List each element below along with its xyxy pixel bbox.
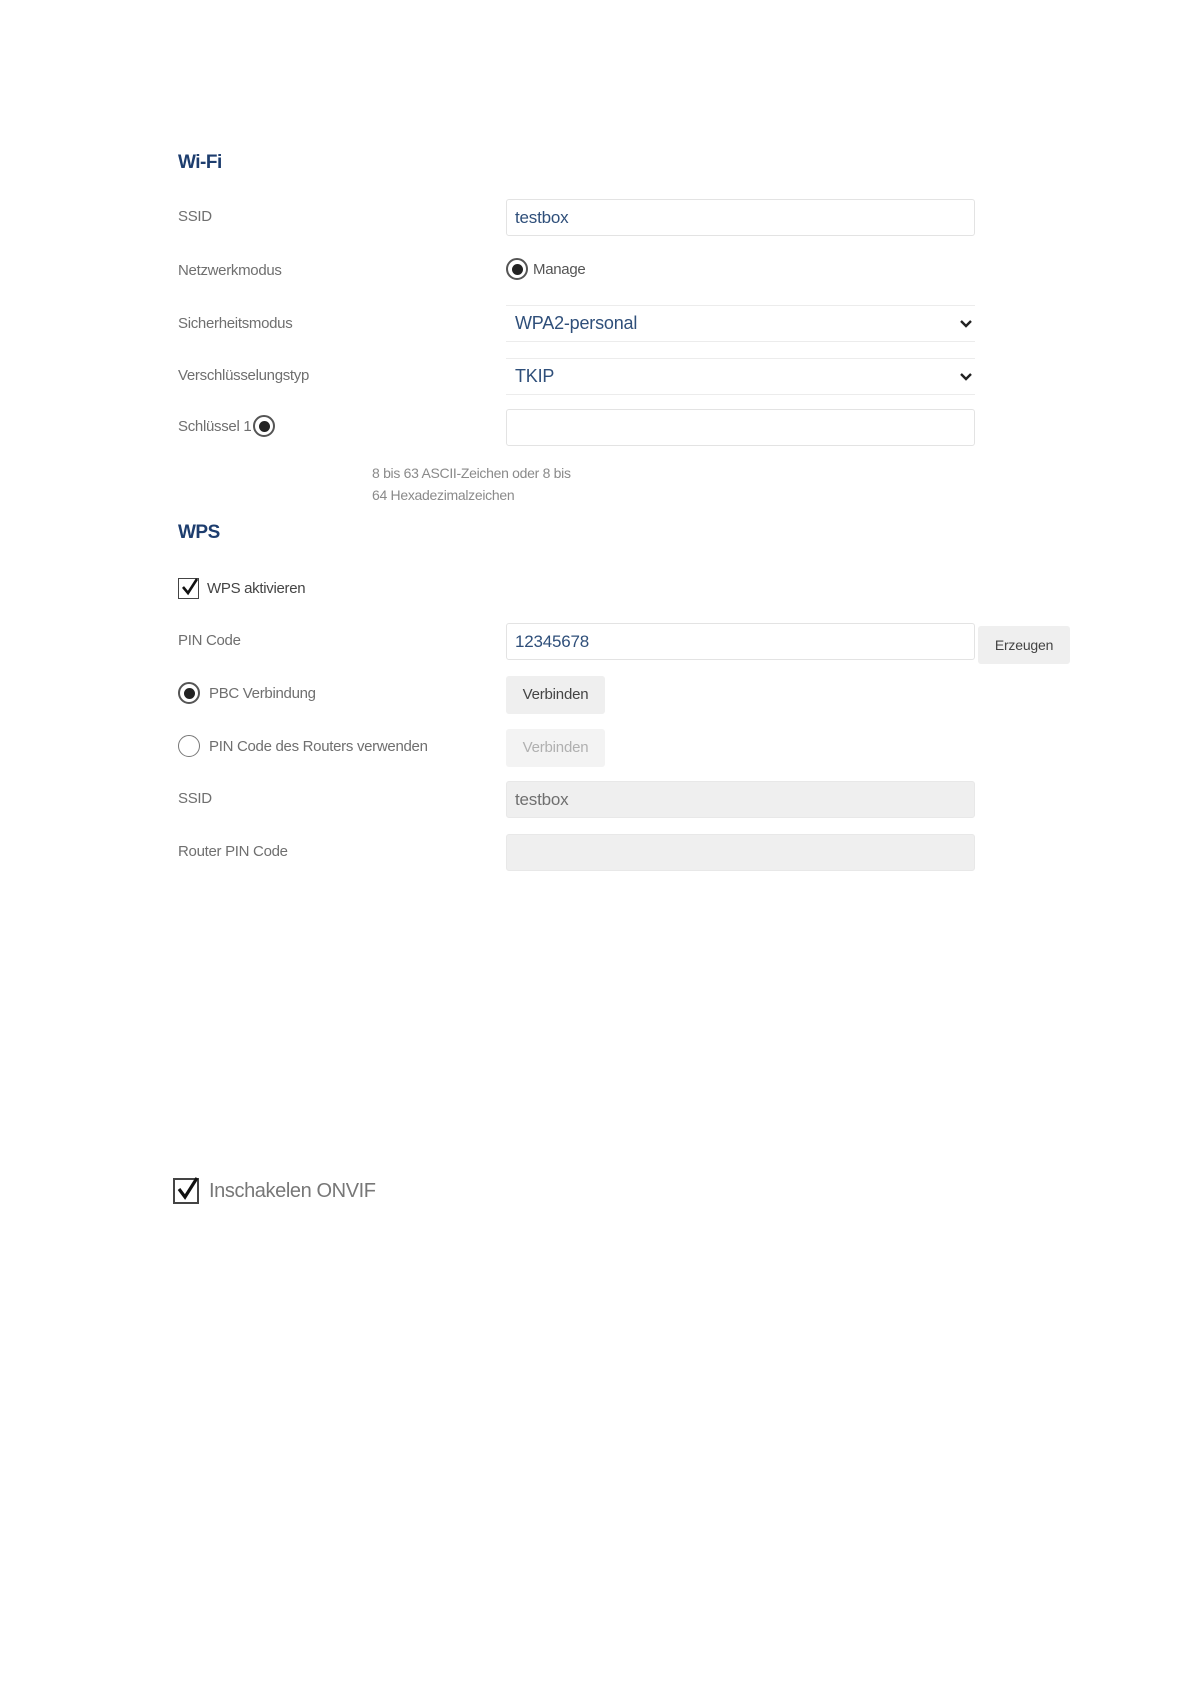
encryption-type-label: Verschlüsselungstyp: [178, 367, 310, 384]
router-pin-connect-button[interactable]: Verbinden: [506, 729, 605, 767]
chevron-down-icon: [959, 370, 973, 384]
radio-dot-icon[interactable]: [253, 415, 275, 437]
security-mode-select[interactable]: [506, 305, 975, 342]
radio-empty-icon: [178, 735, 200, 757]
wifi-ssid-label: SSID: [178, 208, 212, 225]
wps-section-title: WPS: [178, 522, 220, 543]
checkmark-icon: [178, 578, 199, 599]
wifi-section-title: Wi-Fi: [178, 152, 222, 173]
router-pin-code-label: Router PIN Code: [178, 843, 288, 860]
wps-enable-label: WPS aktivieren: [207, 580, 306, 597]
chevron-down-icon: [959, 317, 973, 331]
encryption-type-select[interactable]: [506, 358, 975, 395]
onvif-enable-checkbox[interactable]: [173, 1178, 376, 1204]
key-1-label: Schlüssel 1: [178, 417, 252, 435]
network-mode-label: Netzwerkmodus: [178, 262, 282, 279]
key-hint: [372, 462, 571, 506]
encryption-type-value: TKIP: [515, 366, 555, 386]
wps-pin-code-input[interactable]: 12345678: [506, 623, 975, 660]
wps-pin-code-label: PIN Code: [178, 632, 241, 649]
pbc-radio[interactable]: [178, 682, 316, 704]
router-pin-option-label: PIN Code des Routers verwenden: [209, 737, 428, 755]
key-1-row: [178, 415, 275, 437]
wps-ssid-input[interactable]: testbox: [506, 781, 975, 818]
wps-enable-checkbox[interactable]: [178, 578, 305, 599]
key-hint-line-2: 64 Hexadezimalzeichen: [372, 487, 515, 503]
key-hint-line-1: 8 bis 63 ASCII-Zeichen oder 8 bis: [372, 465, 571, 481]
security-mode-label: Sicherheitsmodus: [178, 315, 293, 332]
network-mode-radio-manage[interactable]: [506, 258, 585, 280]
radio-dot-icon: [178, 682, 200, 704]
onvif-enable-label: Inschakelen ONVIF: [209, 1179, 376, 1202]
security-mode-value: WPA2-personal: [515, 313, 638, 333]
wifi-ssid-input[interactable]: testbox: [506, 199, 975, 236]
network-mode-option-label: Manage: [533, 260, 586, 278]
wps-ssid-label: SSID: [178, 790, 212, 807]
key-1-input[interactable]: [506, 409, 975, 446]
generate-button[interactable]: Erzeugen: [978, 626, 1070, 664]
router-pin-radio[interactable]: [178, 735, 428, 757]
router-pin-code-input[interactable]: [506, 834, 975, 871]
radio-dot-icon: [506, 258, 528, 280]
pbc-label: PBC Verbindung: [209, 684, 316, 702]
checkmark-icon: [173, 1178, 199, 1204]
pbc-connect-button[interactable]: Verbinden: [506, 676, 605, 714]
